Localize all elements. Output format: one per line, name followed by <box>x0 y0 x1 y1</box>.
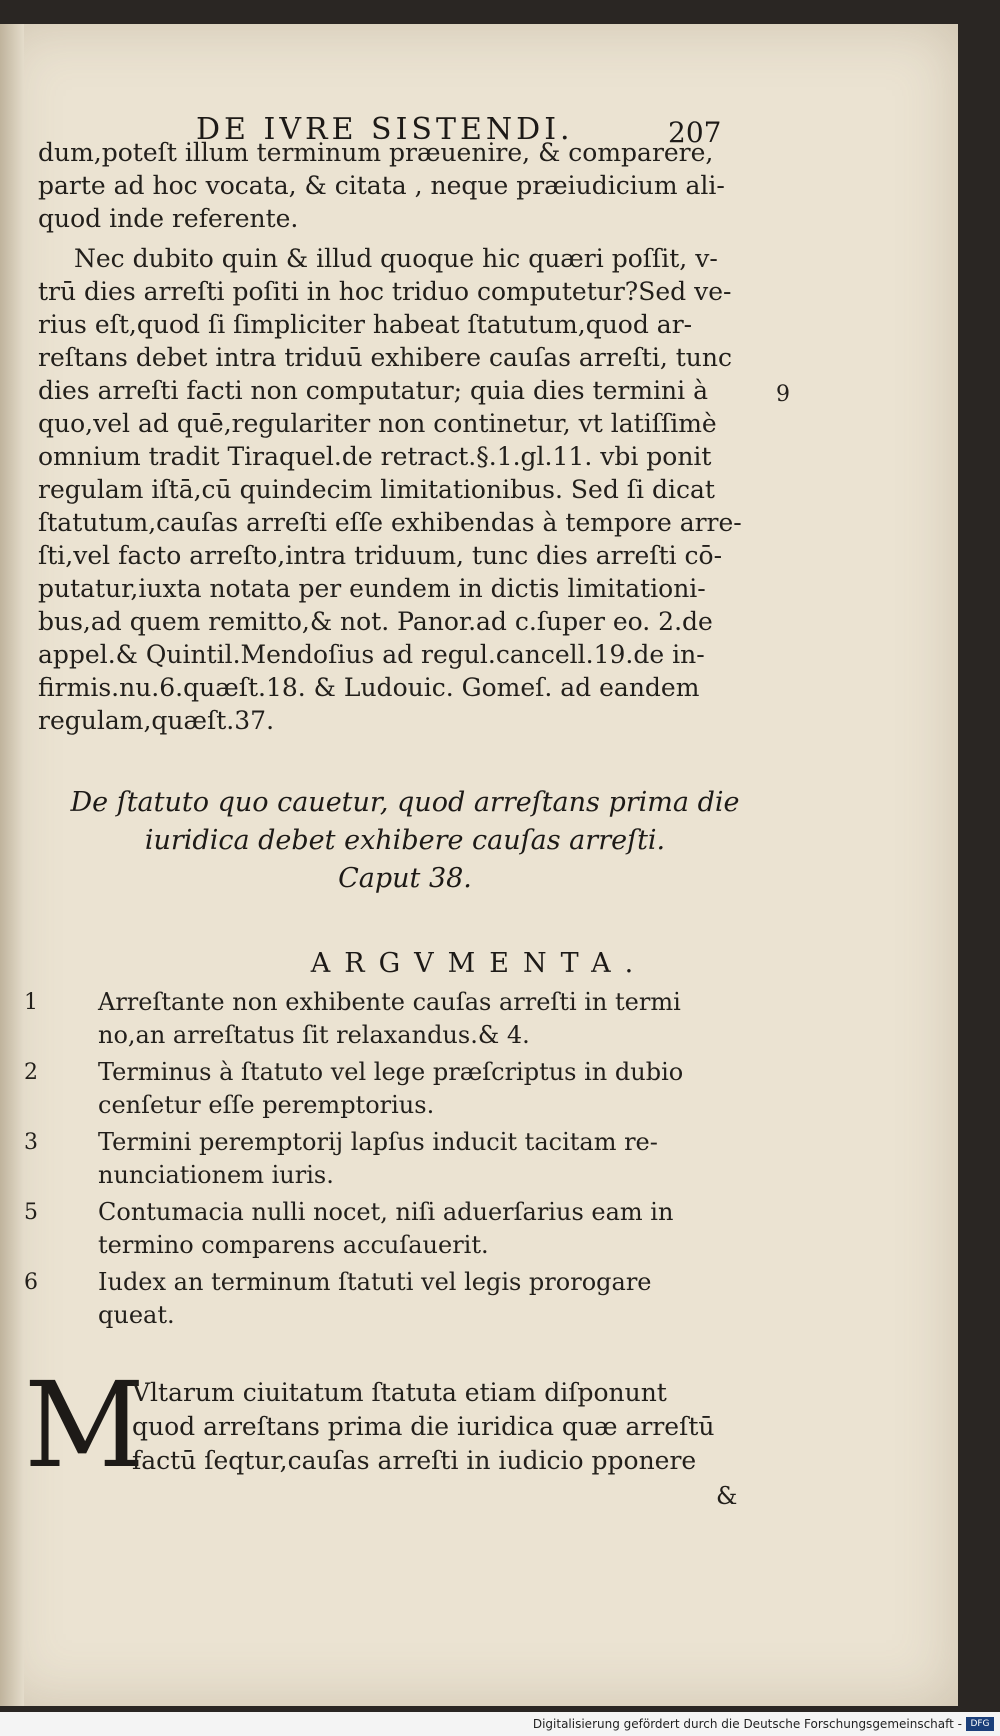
footer-credit: Digitalisierung gefördert durch die Deutsche Forschungsgemeinschaft - <box>532 1717 962 1731</box>
text-line: Vltarum ciuitatum ſtatuta etiam diſponunt <box>132 1378 667 1407</box>
chapter-title-line: De ſtatuto quo cauetur, quod arreſtans prima die <box>70 787 740 818</box>
text-line: quod inde referente. <box>38 204 299 233</box>
argument-number: 6 <box>24 1270 38 1295</box>
text-line: regulam iſtā,cū quindecim limitationibus. Sed ſi dicat <box>38 475 715 504</box>
chapter-heading <box>60 784 750 898</box>
text-line: ſti,vel facto arreſto,intra triduum, tunc dies arreſti cō- <box>38 541 723 570</box>
text-line: Arreſtante non exhibente cauſas arreſti in termi <box>98 988 681 1016</box>
text-line: trū dies arreſti poſiti in hoc triduo computetur?Sed ve- <box>38 277 732 306</box>
text-line: appel.& Quintil.Mendoſius ad regul.cancell.19.de in- <box>38 640 705 669</box>
argument-number: 3 <box>24 1130 38 1155</box>
page-gutter <box>0 24 24 1706</box>
text-line: bus,ad quem remitto,& not. Panor.ad c.ſuper eo. 2.de <box>38 607 713 636</box>
text-line: Terminus à ſtatuto vel lege præſcriptus in dubio <box>98 1058 684 1086</box>
text-line: parte ad hoc vocata, & citata , neque præiudicium ali- <box>38 171 725 200</box>
text-line: queat. <box>98 1301 175 1329</box>
second-paragraph <box>38 242 754 737</box>
dfg-logo-icon: DFG <box>966 1717 994 1731</box>
arguments-list <box>20 986 760 1336</box>
top-paragraph <box>38 136 754 235</box>
text-line: rius eſt,quod ſi ſimpliciter habeat ſtatutum,quod ar- <box>38 310 693 339</box>
list-item <box>20 1126 760 1192</box>
text-line: reſtans debet intra triduū exhibere cauſas arreſti, tunc <box>38 343 732 372</box>
text-line: Termini peremptorij lapſus inducit tacitam re- <box>98 1128 658 1156</box>
text-line: factū ſeqtur,cauſas arreſti in iudicio pponere <box>132 1446 697 1475</box>
text-line: nunciationem iuris. <box>98 1161 334 1189</box>
text-line: Iudex an terminum ſtatuti vel legis prorogare <box>98 1268 652 1296</box>
body-paragraph <box>132 1376 752 1478</box>
book-page <box>0 24 958 1706</box>
text-line: Nec dubito quin & illud quoque hic quæri poſſit, v- <box>74 244 718 273</box>
text-line: dum,poteſt illum terminum præuenire, & comparere, <box>38 138 714 167</box>
chapter-title-line: iuridica debet exhibere cauſas arreſti. <box>144 825 666 856</box>
text-line: regulam,quæſt.37. <box>38 706 275 735</box>
margin-note-number: 9 <box>776 382 790 407</box>
list-item <box>20 1196 760 1262</box>
text-line: termino comparens accuſauerit. <box>98 1231 489 1259</box>
digitization-footer <box>0 1712 1000 1736</box>
list-item <box>20 986 760 1052</box>
drop-cap: M <box>24 1356 145 1494</box>
argument-number: 5 <box>24 1200 38 1225</box>
arguments-heading: ARGVMENTA. <box>310 948 648 979</box>
list-item <box>20 1266 760 1332</box>
argument-number: 1 <box>24 990 38 1015</box>
text-line: putatur,iuxta notata per eundem in dictis limitationi- <box>38 574 706 603</box>
text-line: ſtatutum,cauſas arreſti eſſe exhibendas à tempore arre- <box>38 508 742 537</box>
text-line: quo,vel ad quē,regulariter non continetur, vt latiſſimè <box>38 409 717 438</box>
text-line: firmis.nu.6.quæſt.18. & Ludouic. Gomeſ. ad eandem <box>38 673 700 702</box>
catchword: & <box>716 1482 738 1510</box>
chapter-caput: Caput 38. <box>338 863 472 894</box>
text-line: dies arreſti facti non computatur; quia dies termini à <box>38 376 709 405</box>
argument-number: 2 <box>24 1060 38 1085</box>
text-line: quod arreſtans prima die iuridica quæ arreſtū <box>132 1412 715 1441</box>
list-item <box>20 1056 760 1122</box>
text-line: omnium tradit Tiraquel.de retract.§.1.gl.11. vbi ponit <box>38 442 712 471</box>
page-number: 207 <box>668 116 722 149</box>
text-line: Contumacia nulli nocet, niſi aduerſarius eam in <box>98 1198 674 1226</box>
running-header: DE IVRE SISTENDI. <box>196 112 574 147</box>
text-line: no,an arreſtatus ſit relaxandus.& 4. <box>98 1021 530 1049</box>
text-line: cenſetur eſſe peremptorius. <box>98 1091 435 1119</box>
